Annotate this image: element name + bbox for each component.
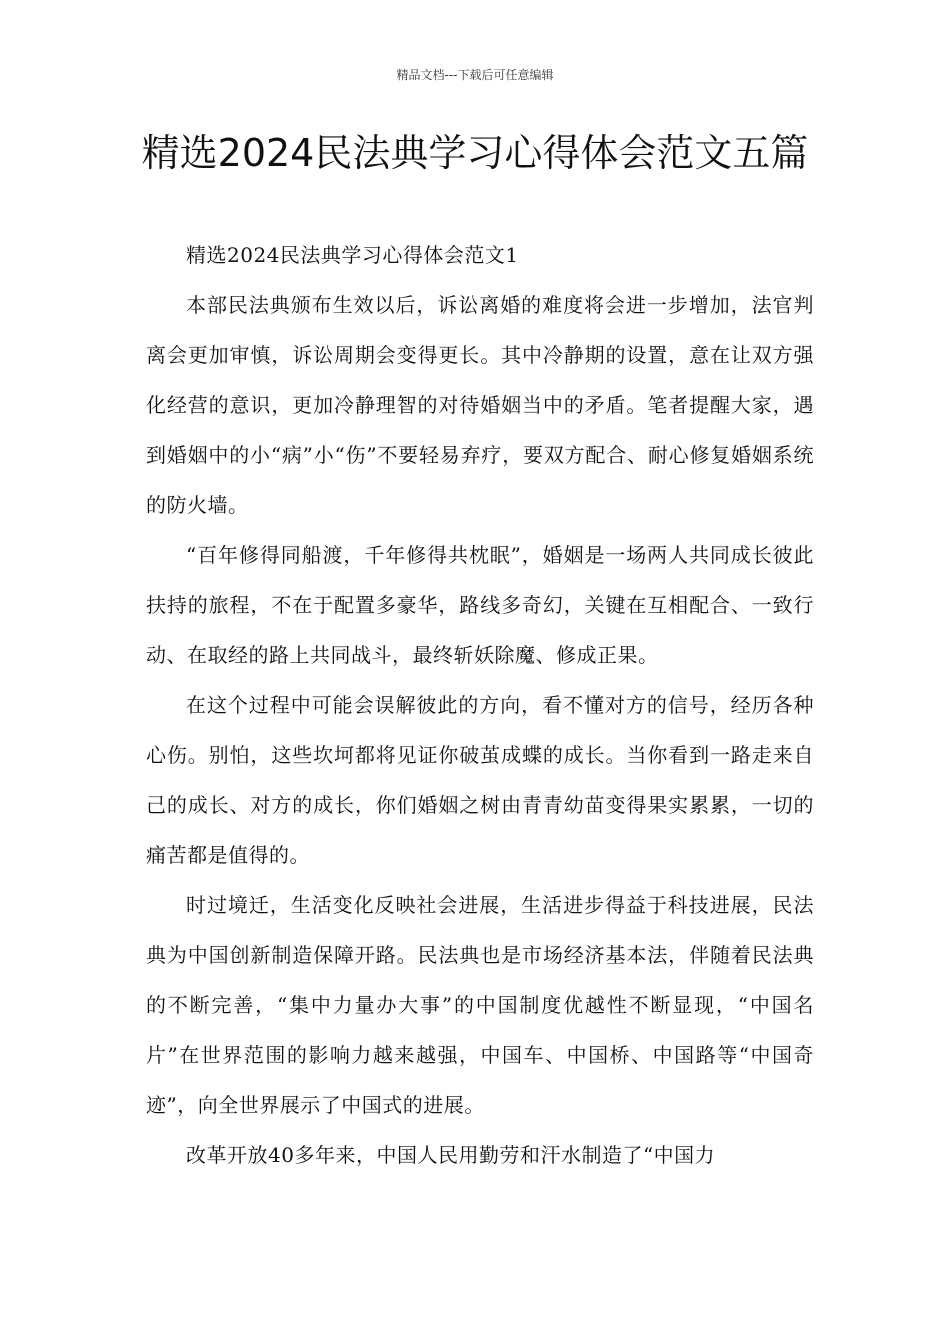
page-header-note: 精品文档---下载后可任意编辑 <box>396 68 554 82</box>
paragraph-5: 改革开放40多年来，中国人民用勤劳和汗水制造了“中国力 <box>186 1143 716 1167</box>
document-body <box>146 230 814 1180</box>
paragraph-2: “百年修得同船渡，千年修得共枕眠”，婚姻是一场两人共同成长彼此扶持的旅程，不在于配置多豪华，路线多奇幻，关键在互相配合、一致行动、在取经的路上共同战斗，最终斩妖除魔、修成正果。 <box>146 543 814 667</box>
paragraph-3: 在这个过程中可能会误解彼此的方向，看不懂对方的信号，经历各种心伤。别怕，这些坎坷都将见证你破茧成蝶的成长。当你看到一路走来自己的成长、对方的成长，你们婚姻之树由青青幼苗变得果实累累，一切的痛苦都是值得的。 <box>146 693 814 867</box>
paragraph-4: 时过境迁，生活变化反映社会进展，生活进步得益于科技进展，民法典为中国创新制造保障开路。民法典也是市场经济基本法，伴随着民法典的不断完善，“集中力量办大事”的中国制度优越性不断显现，“中国名片”在世界范围的影响力越来越强，中国车、中国桥、中国路等“中国奇迹”，向全世界展示了中国式的进展。 <box>146 893 814 1117</box>
document-subtitle: 精选2024民法典学习心得体会范文1 <box>186 243 519 267</box>
document-title: 精选2024民法典学习心得体会范文五篇 <box>141 131 809 175</box>
paragraph-1: 本部民法典颁布生效以后，诉讼离婚的难度将会进一步增加，法官判离会更加审慎，诉讼周期会变得更长。其中冷静期的设置，意在让双方强化经营的意识，更加冷静理智的对待婚姻当中的矛盾。笔者提醒大家，遇到婚姻中的小“病”小“伤”不要轻易弃疗，要双方配合、耐心修复婚姻系统的防火墙。 <box>146 293 814 517</box>
